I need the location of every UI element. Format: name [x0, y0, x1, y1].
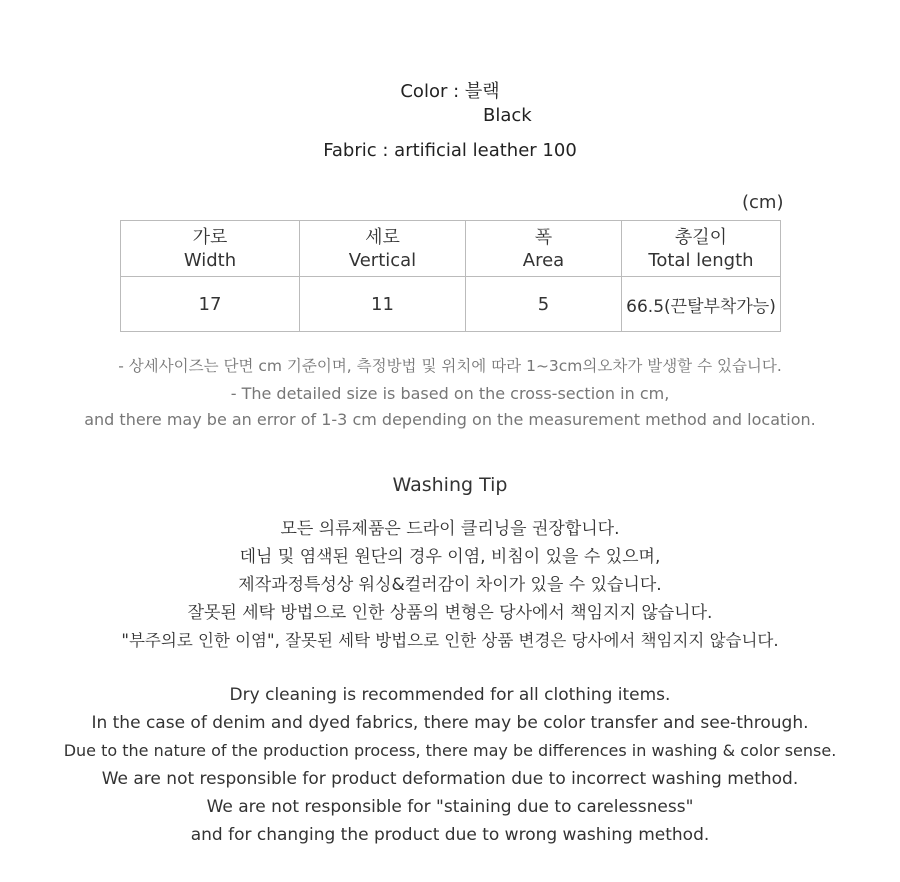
- value-vertical: 11: [300, 277, 466, 332]
- header-area-ko: 폭: [534, 226, 553, 248]
- header-vertical-en: Vertical: [348, 249, 417, 271]
- header-total-length: [622, 221, 781, 277]
- washing-ko-line: 제작과정특성상 워싱&컬러감이 차이가 있을 수 있습니다.: [238, 575, 662, 595]
- washing-ko-line: 잘못된 세탁 방법으로 인한 상품의 변형은 당사에서 책임지지 않습니다.: [187, 603, 713, 623]
- size-note-en-1: - The detailed size is based on the cross-section in cm,: [230, 384, 670, 403]
- size-table-header-row: [121, 221, 781, 277]
- washing-en-line: We are not responsible for "staining due to carelessness": [206, 797, 694, 817]
- size-note-ko: - 상세사이즈는 단면 cm 기준이며, 측정방법 및 위치에 따라 1~3cm의오차가 발생할 수 있습니다.: [118, 357, 782, 375]
- size-note-en-2: and there may be an error of 1-3 cm depending on the measurement method and location.: [84, 410, 816, 429]
- header-vertical-ko: 세로: [365, 226, 400, 248]
- header-total-length-en: Total length: [648, 249, 754, 271]
- washing-ko-line: 모든 의류제품은 드라이 클리닝을 권장합니다.: [280, 519, 620, 539]
- header-area-en: Area: [522, 249, 565, 271]
- washing-en-line: and for changing the product due to wrong washing method.: [190, 825, 710, 845]
- color-english: Black: [483, 105, 532, 126]
- washing-en-line: Dry cleaning is recommended for all clothing items.: [229, 685, 671, 705]
- value-total-length: 66.5(끈탈부착가능): [622, 277, 781, 332]
- washing-tip-title: Washing Tip: [392, 474, 508, 496]
- washing-en-line: We are not responsible for product deformation due to incorrect washing method.: [101, 769, 799, 789]
- washing-ko-line: 데님 및 염색된 원단의 경우 이염, 비침이 있을 수 있으며,: [239, 547, 661, 567]
- header-area: [466, 221, 622, 277]
- header-width: [121, 221, 300, 277]
- value-area: 5: [466, 277, 622, 332]
- fabric-label: Fabric : artificial leather 100: [323, 140, 577, 161]
- color-label: Color : 블랙: [400, 81, 500, 102]
- washing-en-line: In the case of denim and dyed fabrics, there may be color transfer and see-through.: [91, 713, 809, 733]
- header-vertical: [300, 221, 466, 277]
- value-width: 17: [121, 277, 300, 332]
- size-table-value-row: [121, 277, 781, 332]
- size-table: [120, 220, 781, 332]
- header-width-ko: 가로: [192, 226, 228, 248]
- washing-en-line: Due to the nature of the production process, there may be differences in washing & color sense.: [63, 741, 837, 760]
- washing-ko-line: "부주의로 인한 이염", 잘못된 세탁 방법으로 인한 상품 변경은 당사에서 책임지지 않습니다.: [121, 631, 779, 650]
- header-width-en: Width: [183, 249, 237, 271]
- size-unit-label: (cm): [742, 192, 784, 213]
- header-total-length-ko: 총길이: [674, 226, 728, 248]
